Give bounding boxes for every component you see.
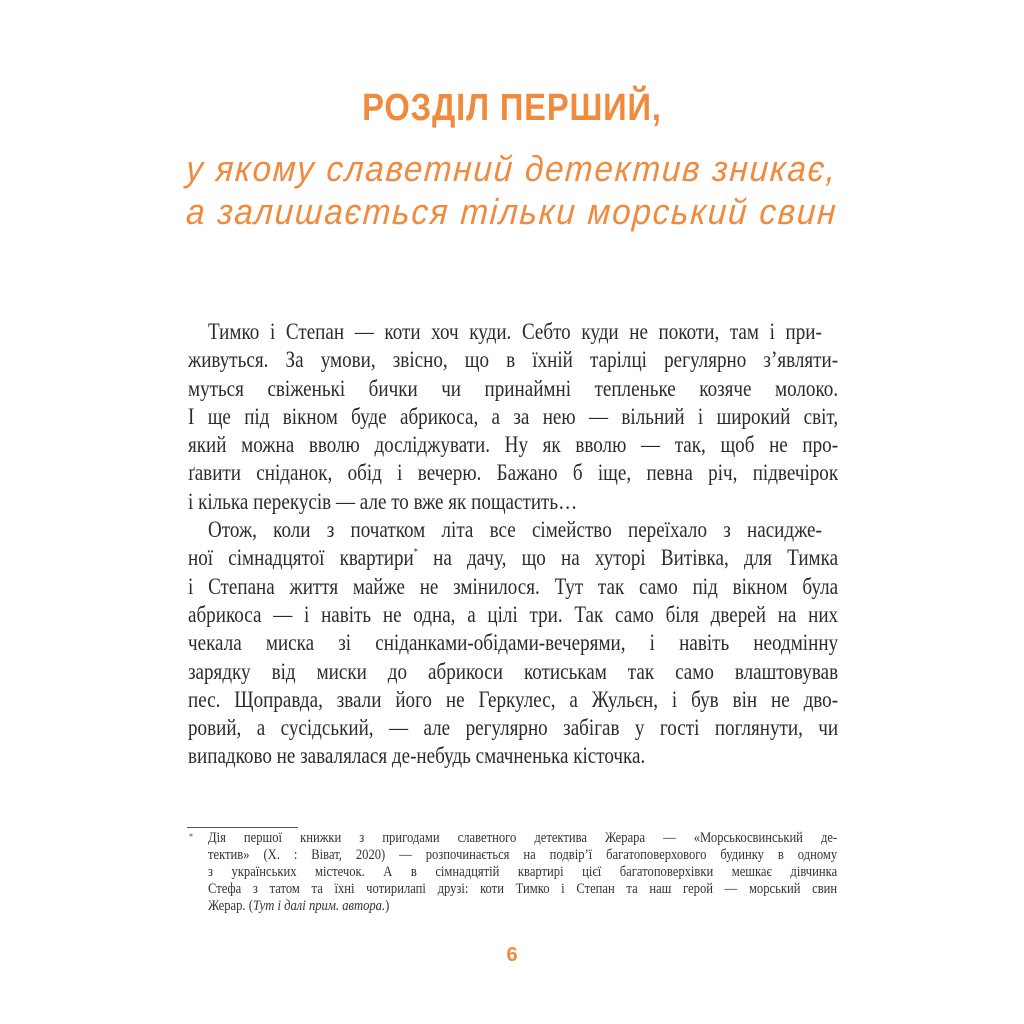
paragraph-1-line (188, 488, 838, 516)
line-text: зарядку від миски до абрикоси котиськам так само влаштовував (188, 658, 839, 684)
footnote-line-text: з українських містечок. А в сімнадцятій квартирі цієї багатоповерхівки мешкає дівчинка (208, 864, 838, 880)
footnote-line-text: Стефа з татом та їхні чотирилапі друзі: коти Тимко і Степан та наш герой — морський свин (208, 881, 838, 897)
chapter-subtitle-text: у якому славетний детектив зникає, (185, 148, 839, 189)
footnote-line (208, 898, 838, 915)
footnote-line (208, 881, 838, 898)
footnote (188, 830, 838, 915)
paragraph-2-line (188, 714, 838, 742)
line-text: чекала миска зі сніданками-обідами-вечерями, і навіть неодмінну (188, 630, 839, 656)
paragraph-1-line (188, 459, 838, 487)
line-text: пес. Щоправда, звали його не Геркулес, а Жульєн, і був він не дво- (188, 686, 839, 712)
line-text: і Степана життя майже не змінилося. Тут так само під вікном була (188, 573, 839, 599)
footnote-line (208, 830, 838, 847)
footnote-line (208, 847, 838, 864)
line-text: і кілька перекусів — але то вже як пощастить… (188, 488, 578, 514)
line-text: ґавити сніданок, обід і вечерю. Бажано б іще, певна річ, підвечірок (188, 460, 839, 486)
chapter-subtitle-line-1 (0, 148, 1024, 190)
line-text-part: на дачу, що на хуторі Витівка, для Тимка (433, 545, 839, 571)
paragraph-1-line (188, 318, 838, 346)
footnote-line (208, 864, 838, 881)
footnote-text-part: ) (385, 898, 390, 914)
page-number: 6 (506, 944, 518, 966)
line-text: Тимко і Степан — коти хоч куди. Себто куди не покоти, там і при- (208, 319, 822, 344)
paragraph-2-line (188, 686, 838, 714)
footnote-line-text: Дія першої книжки з пригодами славетного детектива Жерара — «Морськосвинський де- (208, 830, 838, 846)
line-text: випадково не завалялася де-небудь смачненька кісточка. (188, 743, 646, 769)
paragraph-1-line (188, 403, 838, 431)
footnote-divider (187, 827, 298, 828)
line-text: І ще під вікном буде абрикоса, а за нею — вільний і широкий світ, (188, 403, 839, 429)
footnote-text-part: Жерар. ( (208, 898, 253, 914)
line-text: який можна вволю досліджувати. Ну як вволю — так, щоб не про- (188, 432, 839, 458)
paragraph-2-line (188, 658, 838, 686)
author-note: Тут і далі прим. автора. (252, 898, 386, 914)
line-text-part: ної сімнадцятої квартири (188, 545, 414, 571)
chapter-title: РОЗДІЛ ПЕРШИЙ, (362, 87, 662, 129)
paragraph-1-line (188, 375, 838, 403)
line-text: Отож, коли з початком літа все сімейство переїхало з насидже- (208, 517, 822, 543)
footnote-line-text (208, 898, 837, 915)
footnote-line-text: тектив» (Х. : Віват, 2020) — розпочинається на подвір’ї багатоповерхового будинку в одному (208, 847, 838, 863)
paragraph-2-line (188, 573, 838, 601)
paragraph-2-line (188, 629, 838, 657)
body-text (188, 318, 838, 771)
line-text: живуться. За умови, звісно, що в їхній тарілці регулярно з’являти- (188, 347, 839, 373)
paragraph-2-line (188, 601, 838, 629)
paragraph-2-line (188, 742, 838, 770)
paragraph-2-line (188, 516, 838, 544)
paragraph-1-line (188, 346, 838, 374)
line-text: ровий, а сусідський, — але регулярно забігав у гості поглянути, чи (188, 715, 839, 741)
footnote-marker: * (189, 832, 193, 841)
line-text (188, 544, 838, 572)
paragraph-2-line (188, 544, 838, 572)
chapter-subtitle-text: а залишається тільки морський свин (185, 191, 839, 232)
line-text: абрикоса — і навіть не одна, а цілі три. Так само біля дверей на них (188, 601, 839, 627)
footnote-reference[interactable]: * (413, 547, 418, 559)
paragraph-1-line (188, 431, 838, 459)
line-text: муться свіженькі бички чи принаймні тепленьке козяче молоко. (188, 375, 839, 401)
chapter-subtitle-line-2 (0, 191, 1024, 233)
